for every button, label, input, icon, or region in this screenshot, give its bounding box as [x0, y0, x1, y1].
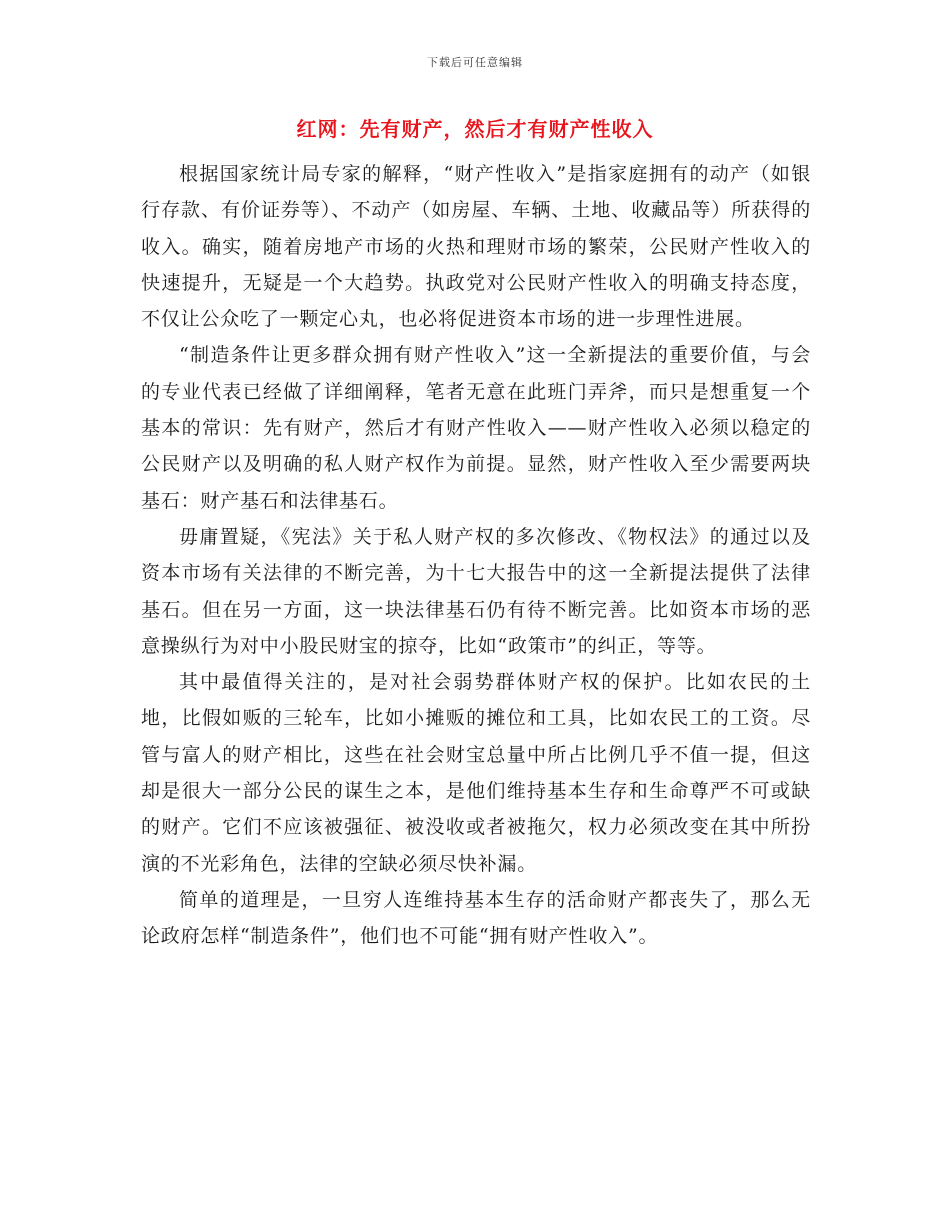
paragraph: 简单的道理是，一旦穷人连维持基本生存的活命财产都丧失了，那么无论政府怎样“制造条件”，他们也不可能“拥有财产性收入”。 [141, 888, 811, 948]
paragraph: 其中最值得关注的，是对社会弱势群体财产权的保护。比如农民的土地，比假如贩的三轮车，比如小摊贩的摊位和工具，比如农民工的工资。尽管与富人的财产相比，这些在社会财宝总量中所占比例几乎不值一提，但这却是很大一部分公民的谋生之本，是他们维持基本生存和生命尊严不可或缺的财产。它们不应该被强征、被没收或者被拖欠，权力必须改变在其中所扮演的不光彩角色，法律的空缺必须尽快补漏。 [141, 671, 811, 875]
article-title: 红网：先有财产，然后才有财产性收入 [296, 117, 654, 141]
paragraph: 毋庸置疑，《宪法》关于私人财产权的多次修改、《物权法》的通过以及资本市场有关法律的不断完善，为十七大报告中的这一全新提法提供了法律基石。但在另一方面，这一块法律基石仍有待不断完善。比如资本市场的恶意操纵行为对中小股民财宝的掠夺，比如“政策市”的纠正，等等。 [141, 525, 811, 657]
article-body [141, 156, 811, 955]
paragraph: “制造条件让更多群众拥有财产性收入”这一全新提法的重要价值，与会的专业代表已经做了详细阐释，笔者无意在此班门弄斧，而只是想重复一个基本的常识：先有财产，然后才有财产性收入——财产性收入必须以稳定的公民财产以及明确的私人财产权作为前提。显然，财产性收入至少需要两块基石：财产基石和法律基石。 [141, 344, 811, 512]
page-header-note: 下载后可任意编辑 [427, 56, 523, 69]
paragraph: 根据国家统计局专家的解释，“财产性收入”是指家庭拥有的动产（如银行存款、有价证券等）、不动产（如房屋、车辆、土地、收藏品等）所获得的收入。确实，随着房地产市场的火热和理财市场的繁荣，公民财产性收入的快速提升，无疑是一个大趋势。执政党对公民财产性收入的明确支持态度，不仅让公众吃了一颗定心丸，也必将促进资本市场的进一步理性进展。 [141, 163, 811, 331]
